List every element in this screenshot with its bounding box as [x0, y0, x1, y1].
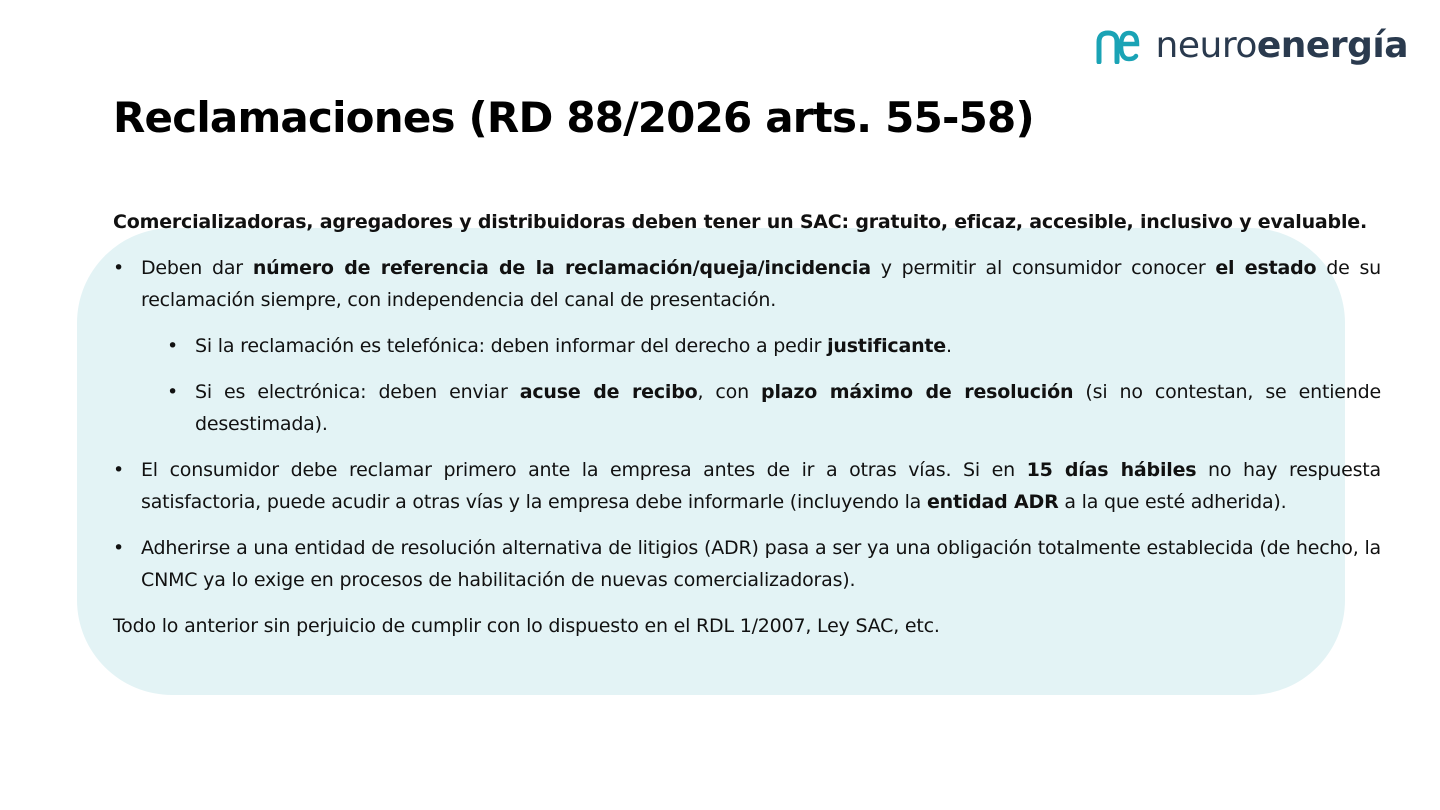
- sub-bullet-bold-text: plazo máximo de resolución: [761, 381, 1074, 403]
- bullet-list: [113, 252, 1381, 596]
- bullet-bold-text: entidad ADR: [926, 491, 1059, 513]
- bullet-text: Adherirse a una entidad de resolución alternativa de litigios (ADR) pasa a ser ya una obligación totalmente establecida (de hecho, la CNMC ya lo exige en procesos de habilitación de nuevas comercializadoras).: [141, 537, 1381, 591]
- bullet-reference-number: [113, 252, 1381, 440]
- closing-paragraph: Todo lo anterior sin perjuicio de cumplir con lo dispuesto en el RDL 1/2007, Ley SAC, etc.: [113, 615, 940, 637]
- sub-bullet-text: Si es electrónica: deben enviar: [195, 381, 520, 403]
- bullet-text: no hay respuesta satisfactoria, puede acudir a otras vías y la empresa debe informarle (incluyendo la: [141, 459, 1381, 513]
- page-title: Reclamaciones (RD 88/2026 arts. 55-58): [113, 93, 1034, 142]
- sub-bullet-text: .: [945, 335, 952, 357]
- bullet-text: y permitir al consumidor conocer: [870, 257, 1216, 279]
- bullet-text: a la que esté adherida).: [1058, 491, 1287, 513]
- bullet-text: de su reclamación siempre, con independencia del canal de presentación.: [141, 257, 1382, 311]
- sub-bullet-electronic: [141, 376, 1381, 440]
- logo: [1094, 24, 1408, 68]
- logo-wordmark: [1156, 24, 1408, 68]
- sub-bullet-text: (si no contestan, se entiende desestimada).: [195, 381, 1381, 435]
- bullet-claim-first: [113, 454, 1381, 518]
- content-body: [113, 206, 1381, 642]
- sub-bullet-bold-text: justificante: [827, 335, 946, 357]
- intro-paragraph: Comercializadoras, agregadores y distribuidoras deben tener un SAC: gratuito, eficaz, accesible, inclusivo y evaluable.: [113, 211, 1367, 233]
- sub-bullet-bold-text: acuse de recibo: [519, 381, 698, 403]
- sub-bullet-text: Si la reclamación es telefónica: deben informar del derecho a pedir: [195, 335, 828, 357]
- bullet-bold-text: el estado: [1215, 257, 1317, 279]
- bullet-text: El consumidor debe reclamar primero ante la empresa antes de ir a otras vías. Si en: [141, 459, 1027, 481]
- logo-text-light: neuro: [1155, 25, 1257, 66]
- bullet-bold-text: 15 días hábiles: [1026, 459, 1197, 481]
- logo-text-bold: energía: [1256, 25, 1408, 66]
- sub-bullet-phone: [141, 330, 1381, 362]
- sub-bullet-list: [141, 330, 1381, 440]
- bullet-text: Deben dar: [141, 257, 253, 279]
- neuroenergia-logo-mark-icon: [1094, 28, 1140, 64]
- bullet-adr-obligation: [113, 532, 1381, 596]
- bullet-bold-text: número de referencia de la reclamación/queja/incidencia: [252, 257, 871, 279]
- sub-bullet-text: , con: [697, 381, 762, 403]
